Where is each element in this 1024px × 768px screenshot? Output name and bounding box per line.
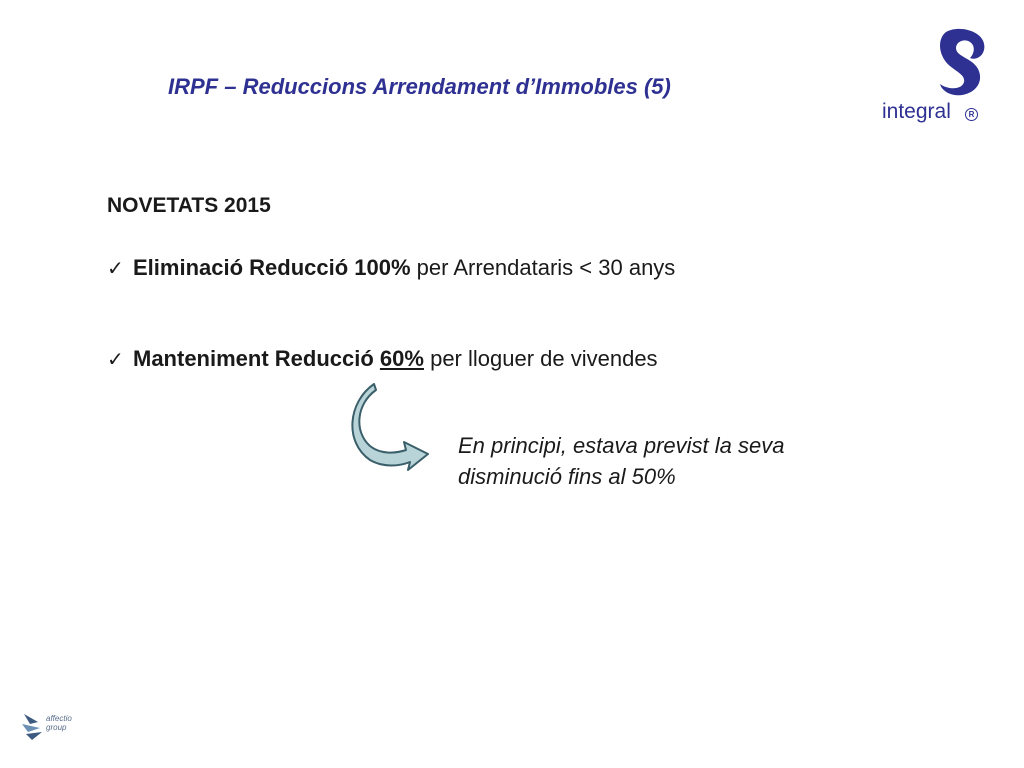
bullet-text: per lloguer de vivendes	[423, 346, 658, 371]
affectio-group-logo	[20, 710, 90, 746]
checkmark-icon: ✓	[107, 349, 124, 371]
bullet-percentage: 60%	[379, 346, 424, 371]
note-line-2: disminució fins al 50%	[458, 464, 676, 489]
note-line-1: En principi, estava previst la seva	[458, 433, 785, 458]
integral-logo-icon	[936, 26, 992, 98]
note-text	[458, 430, 785, 492]
bullet-bold-text: Manteniment Reducció	[133, 346, 380, 371]
bullet-eliminacio	[107, 255, 675, 281]
curved-arrow-icon	[338, 380, 438, 476]
affectio-line-2: group	[46, 723, 67, 732]
integral-logo-word: integral	[882, 100, 951, 123]
integral-logo	[880, 26, 992, 130]
affectio-logo-icon	[20, 710, 46, 744]
checkmark-icon: ✓	[107, 258, 124, 280]
affectio-logo-text	[46, 714, 72, 732]
slide-title: IRPF – Reduccions Arrendament d’Immobles (5)	[168, 74, 671, 99]
bullet-manteniment	[107, 346, 658, 372]
affectio-line-1: affectio	[46, 714, 72, 723]
bullet-text: per Arrendataris < 30 anys	[410, 255, 676, 280]
section-heading: NOVETATS 2015	[107, 194, 271, 217]
bullet-bold-text: Eliminació Reducció 100%	[133, 255, 411, 280]
registered-mark-icon: R	[965, 108, 978, 121]
